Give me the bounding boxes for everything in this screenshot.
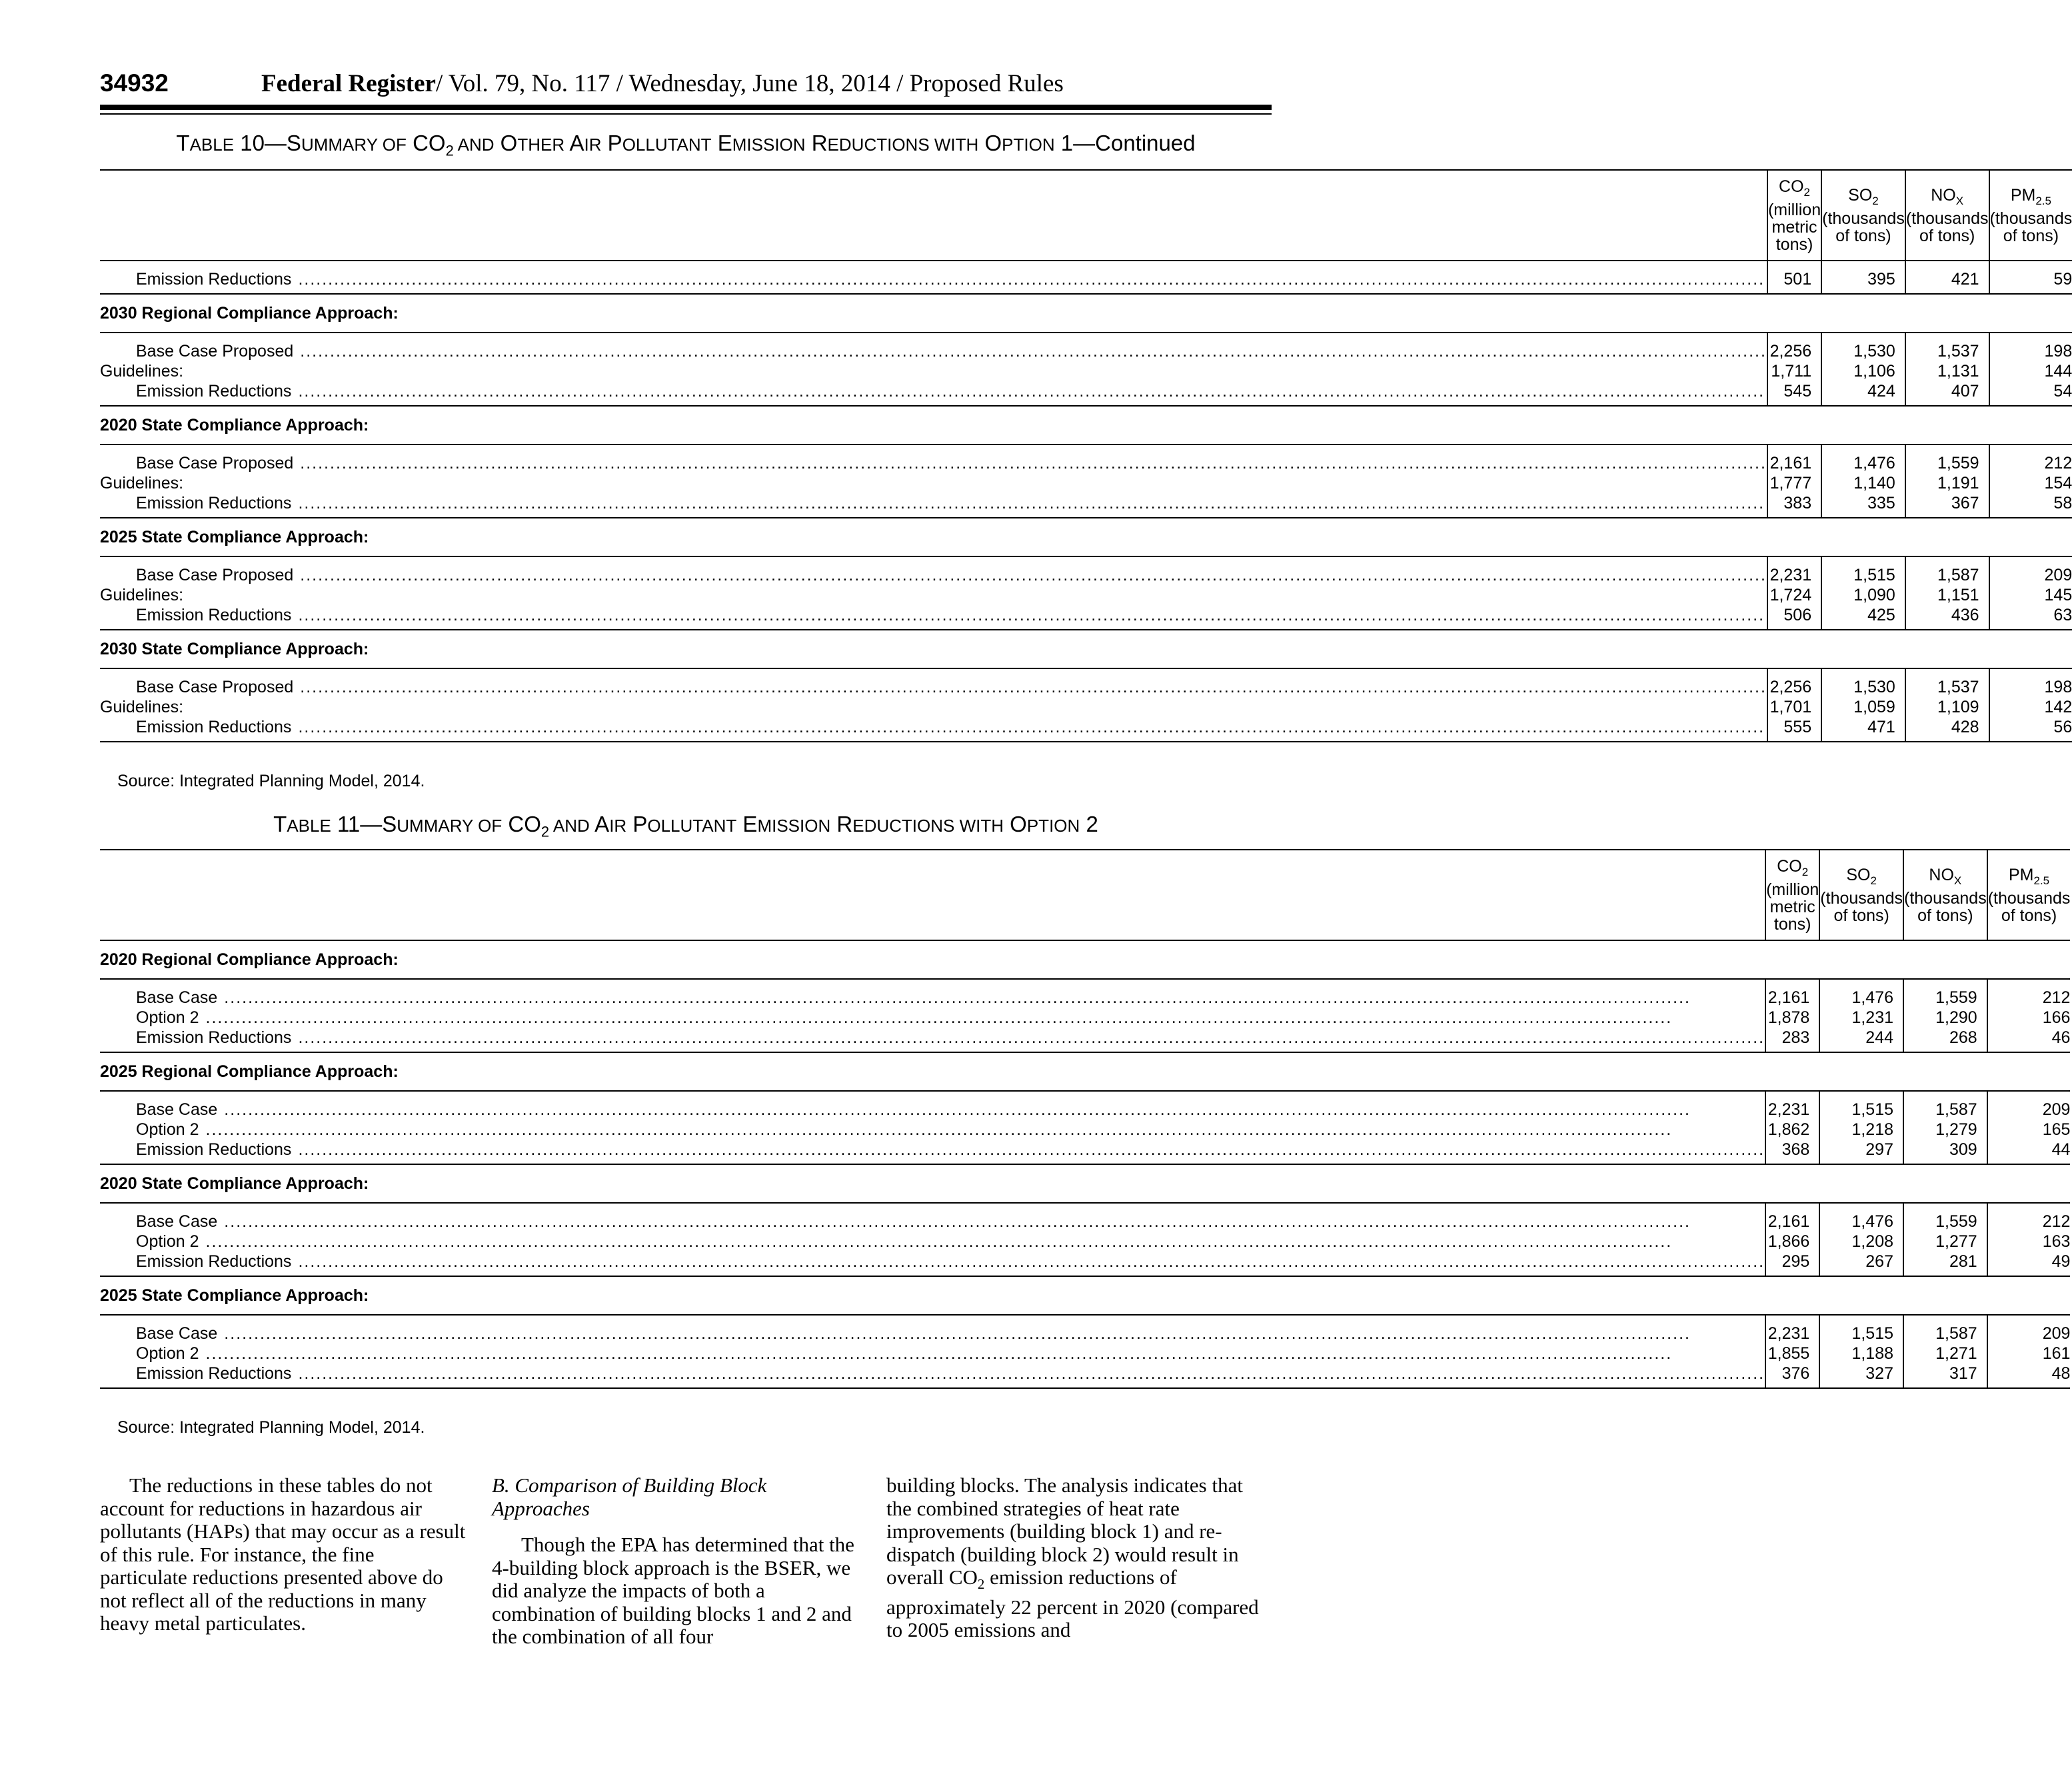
section-heading: B. Comparison of Building Block Approaches [492, 1473, 767, 1520]
body-column-1 [100, 1474, 467, 1635]
group-heading: 2020 State Compliance Approach: [100, 406, 2072, 444]
group-heading: 2020 State Compliance Approach: [100, 1164, 2070, 1203]
table-row: Base Case Proposed ..... Guidelines: Emission Reductions ..... 2,256 1,701 555 1,530 1,059 471 1,537 1,109 428 198 142 56 [100, 668, 2072, 742]
table-row [100, 261, 2072, 294]
co2-value: 501 [1767, 261, 1821, 294]
running-head [261, 69, 1064, 98]
table-row: Base Case Proposed ..... Guidelines: Emission Reductions ..... 2,231 1,724 506 1,515 1,090 425 1,587 1,151 436 209 145 63 [100, 556, 2072, 630]
page-header [100, 69, 1272, 103]
row-label: Emission Reductions [136, 270, 292, 289]
nox-value: 421 [1905, 261, 1989, 294]
co2-header: $CO_2$ (million metric tons) [1767, 170, 1821, 261]
table-row: Base Case ..... Option 2 ..... Emission Reductions ..... 2,231 1,855 376 1,515 1,188 327 1,587 1,271 317 209 161 48 [100, 1315, 2070, 1388]
nox-header: $NO_X$ (thousands of tons) [1903, 850, 1987, 940]
table10 [100, 169, 2072, 742]
so2-header: $SO_2$ (thousands of tons) [1819, 850, 1903, 940]
co2-header: $CO_2$ (million metric tons) [1765, 850, 1819, 940]
table-row: Base Case Proposed ..... Guidelines: Emission Reductions ..... 2,256 1,711 545 1,530 1,106 424 1,537 1,131 407 198 144 54 [100, 333, 2072, 406]
group-heading: 2025 State Compliance Approach: [100, 1276, 2070, 1315]
paragraph: The reductions in these tables do not account for reductions in hazardous air pollutants (HAPs) that may occur as a result of this rule. For instance, the fine particulate reductions presented above do not reflect all of the reductions in many heavy metal particulates. [100, 1473, 466, 1635]
pm-value: 59 [1989, 261, 2072, 294]
table11-source: Source: Integrated Planning Model, 2014. [117, 1418, 425, 1437]
pm-header: $PM_{2.5}$ (thousands of tons) [1987, 850, 2071, 940]
group-heading: 2025 State Compliance Approach: [100, 518, 2072, 556]
table11 [100, 849, 2070, 1389]
body-column-3 [886, 1474, 1273, 1642]
group-heading: 2030 State Compliance Approach: [100, 630, 2072, 668]
group-heading: 2020 Regional Compliance Approach: [100, 940, 2070, 979]
issue-details: / Vol. 79, No. 117 / Wednesday, June 18, 2014 / Proposed Rules [435, 70, 1064, 97]
table10-title: TABLE 10—SUMMARY OF $CO_2$ AND OTHER AIR POLLUTANT EMISSION REDUCTIONS WITH OPTION 1—Continued [176, 131, 1196, 159]
page-number: 34932 [100, 69, 169, 97]
group-heading: 2030 Regional Compliance Approach: [100, 294, 2072, 333]
so2-header: $SO_2$ (thousands of tons) [1821, 170, 1905, 261]
table10-source: Source: Integrated Planning Model, 2014. [117, 772, 425, 790]
stub-header [100, 850, 1765, 940]
publication-name: Federal Register [261, 70, 436, 97]
body-column-2 [492, 1474, 862, 1649]
table-row: Base Case ..... Option 2 ..... Emission Reductions ..... 2,161 1,866 295 1,476 1,208 267 1,559 1,277 281 212 163 49 [100, 1203, 2070, 1276]
group-heading: 2025 Regional Compliance Approach: [100, 1052, 2070, 1091]
stub-header [100, 170, 1767, 261]
header-rule-thick [100, 105, 1272, 110]
table-row: Base Case Proposed ..... Guidelines: Emission Reductions ..... 2,161 1,777 383 1,476 1,140 335 1,559 1,191 367 212 154 58 [100, 444, 2072, 518]
table11-title: TABLE 11—SUMMARY OF $CO_2$ AND AIR POLLUTANT EMISSION REDUCTIONS WITH OPTION 2 [273, 812, 1098, 840]
paragraph: Though the EPA has determined that the 4-building block approach is the BSER, we did analyze the impacts of both a combination of building blocks 1 and 2 and the combination of all four [492, 1533, 854, 1648]
so2-value: 395 [1821, 261, 1905, 294]
header-rule-thin [100, 113, 1272, 115]
paragraph: building blocks. The analysis indicates that the combined strategies of heat rate improvements (building block 1) and re-dispatch (building block 2) would result in overall $CO_2$ emission reductions of approximately 22 percent in 2020 (compared to 2005 emissions and [886, 1473, 1259, 1642]
table-row: Base Case ..... Option 2 ..... Emission Reductions ..... 2,231 1,862 368 1,515 1,218 297 1,587 1,279 309 209 165 44 [100, 1091, 2070, 1164]
pm-header: $PM_{2.5}$ (thousands of tons) [1989, 170, 2072, 261]
table-row: Base Case ..... Option 2 ..... Emission Reductions ..... 2,161 1,878 283 1,476 1,231 244 1,559 1,290 268 212 166 46 [100, 979, 2070, 1052]
nox-header: $NO_X$ (thousands of tons) [1905, 170, 1989, 261]
